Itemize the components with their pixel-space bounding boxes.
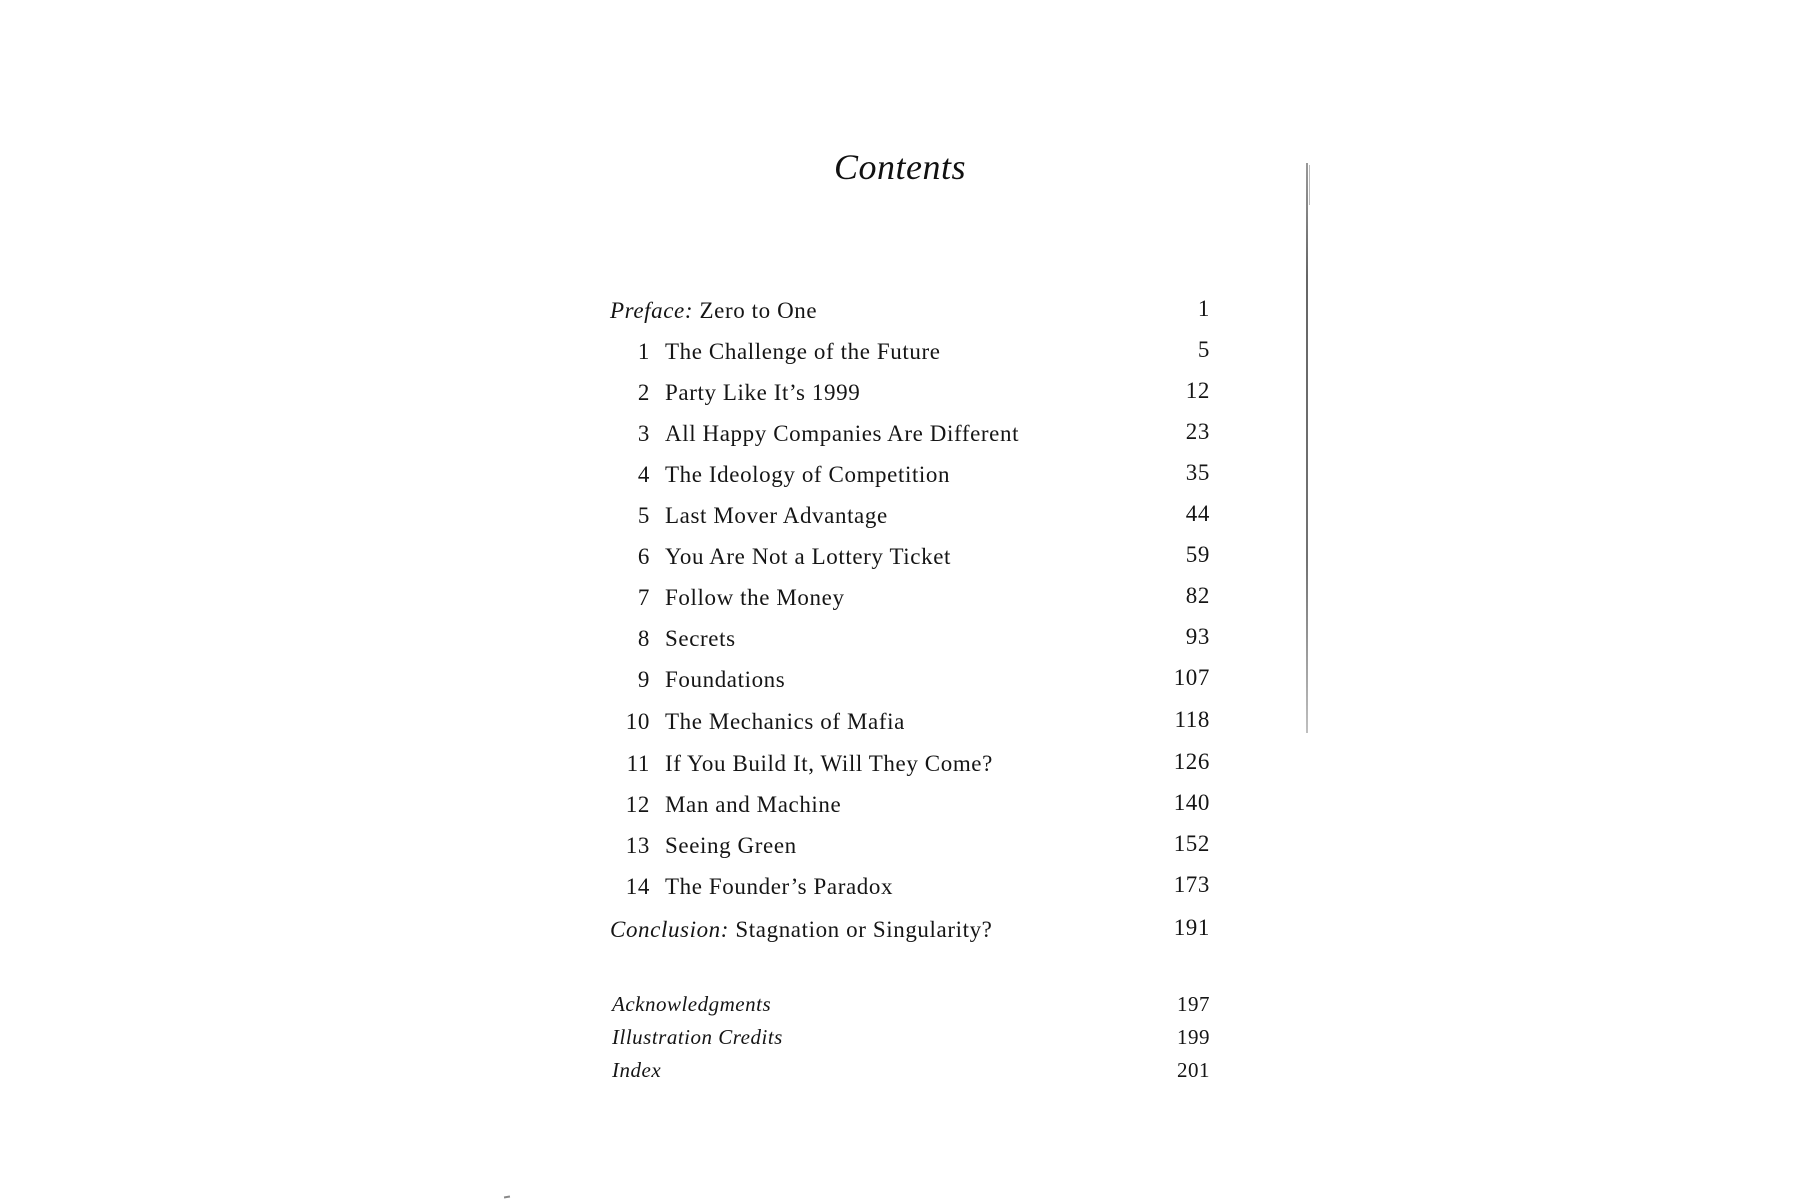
toc-entry-page: 1 [1197,296,1210,321]
toc-entry-prefix: Conclusion: [610,917,730,942]
chapter-title: The Ideology of Competition [665,462,951,487]
toc-entry-chapter [610,743,1210,783]
page-edge-line-faint [1309,165,1310,205]
back-matter-page: 199 [1177,1025,1210,1049]
chapter-title: The Founder’s Paradox [665,874,894,899]
toc-entry-back-matter [612,1052,1210,1086]
toc-entry-page: 191 [1173,915,1210,940]
toc-entry-label [610,917,992,943]
chapter-title: The Mechanics of Mafia [665,709,905,734]
chapter-page: 82 [1185,583,1210,608]
page-title: Contents [833,147,966,187]
chapter-number: 1 [637,339,650,364]
toc-entry-prefix: Preface: [610,298,694,323]
back-matter-title: Index [612,1058,662,1082]
chapter-page: 93 [1185,624,1210,649]
chapter-title: If You Build It, Will They Come? [665,751,993,776]
toc-entry-chapter [610,659,1210,699]
toc-entry-label [610,298,817,324]
chapter-number: 4 [637,462,650,487]
chapter-page: 5 [1197,337,1210,362]
chapter-number: 11 [626,751,650,776]
chapter-number: 2 [637,380,650,405]
toc-entry-chapter [610,372,1210,412]
toc-entry-chapter [610,536,1210,576]
chapter-page: 44 [1185,501,1210,526]
chapter-page: 118 [1174,707,1210,732]
chapter-page: 126 [1173,749,1210,774]
toc-entry-chapter [610,784,1210,824]
chapter-number: 13 [625,833,650,858]
chapter-title: Party Like It’s 1999 [665,380,861,405]
toc-entry-chapter [610,413,1210,453]
chapter-page: 35 [1185,460,1210,485]
chapter-title: Secrets [665,626,736,651]
chapter-number: 6 [637,544,650,569]
chapter-title: All Happy Companies Are Different [665,421,1020,446]
toc-entry-chapter [610,701,1210,741]
chapter-title: You Are Not a Lottery Ticket [665,544,951,569]
chapter-number: 3 [637,421,650,446]
chapter-page: 23 [1185,419,1210,444]
toc-entry-chapter [610,577,1210,617]
toc-entry-chapter [610,825,1210,865]
back-matter-title: Acknowledgments [612,992,772,1016]
toc-entry-chapter [610,866,1210,906]
toc-entry-title: Stagnation or Singularity? [735,917,993,942]
chapter-page: 59 [1185,542,1210,567]
chapter-title: Foundations [665,667,786,692]
toc-entry-back-matter [612,986,1210,1020]
chapter-title: The Challenge of the Future [665,339,941,364]
chapter-number: 14 [625,874,650,899]
toc-entry-conclusion [610,909,1210,949]
back-matter-page: 201 [1177,1058,1210,1082]
chapter-page: 152 [1173,831,1210,856]
chapter-number: 8 [637,626,650,651]
chapter-page: 107 [1173,665,1210,690]
toc-entry-chapter [610,618,1210,658]
page-edge-line [1306,163,1308,733]
back-matter-page: 197 [1177,992,1210,1016]
chapter-number: 10 [625,709,650,734]
toc-entry-chapter [610,454,1210,494]
back-matter-title: Illustration Credits [612,1025,783,1049]
chapter-number: 9 [637,667,650,692]
chapter-title: Follow the Money [665,585,845,610]
chapter-number: 7 [637,585,650,610]
chapter-page: 173 [1173,872,1210,897]
chapter-title: Seeing Green [665,833,797,858]
chapter-title: Last Mover Advantage [665,503,888,528]
toc-entry-back-matter [612,1019,1210,1053]
toc-entry-chapter [610,495,1210,535]
chapter-title: Man and Machine [665,792,842,817]
chapter-page: 12 [1185,378,1210,403]
chapter-page: 140 [1173,790,1210,815]
chapter-number: 12 [625,792,650,817]
toc-entry-chapter [610,331,1210,371]
toc-entry-preface [610,290,1210,330]
toc-entry-title: Zero to One [699,298,818,323]
chapter-number: 5 [637,503,650,528]
